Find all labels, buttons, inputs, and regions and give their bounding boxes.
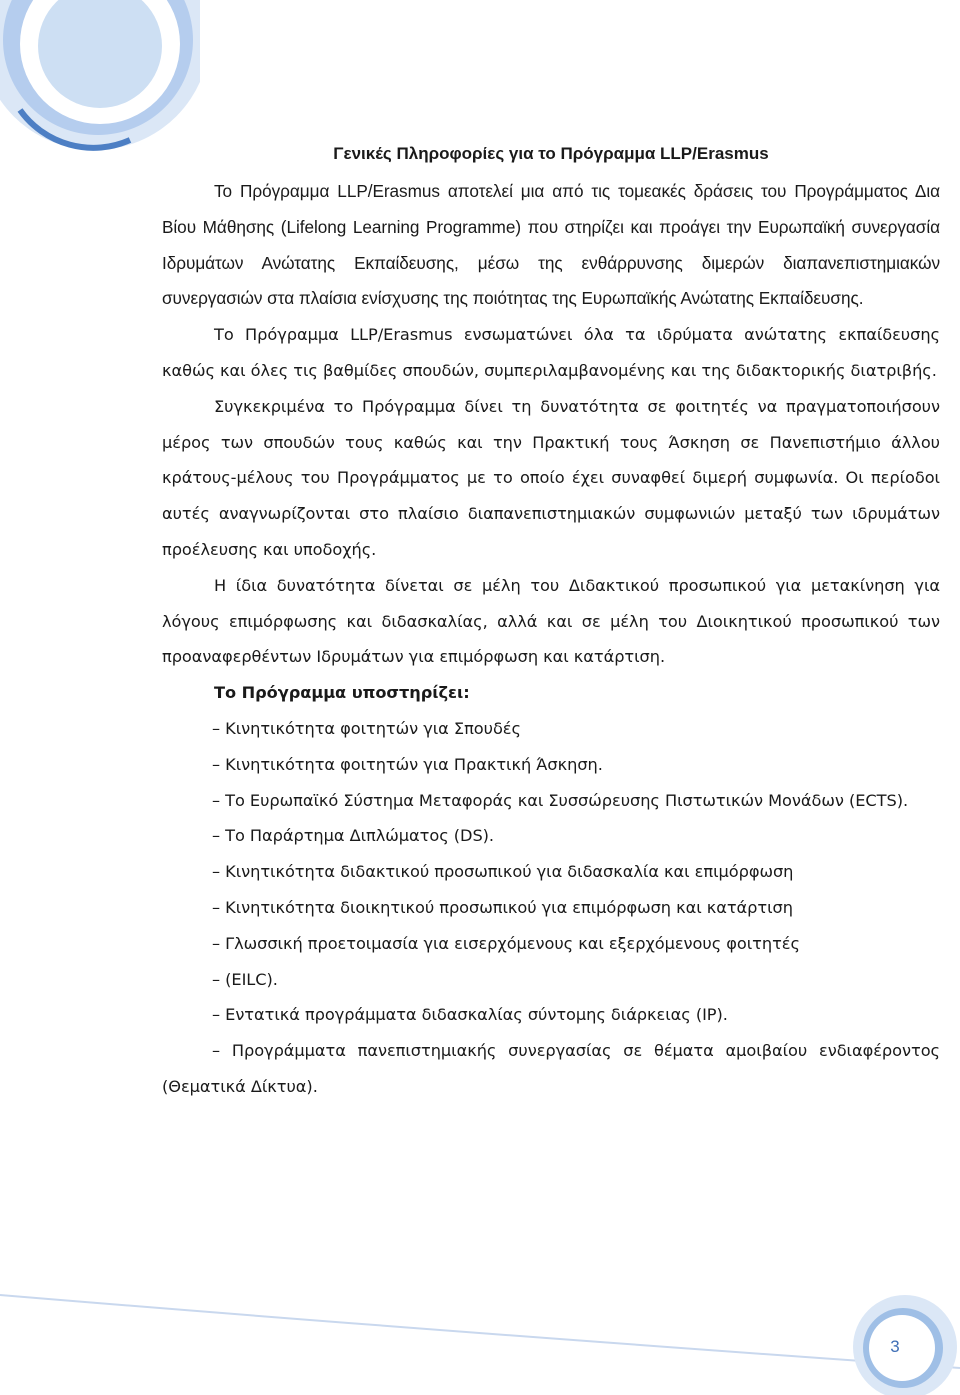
support-item: – Εντατικά προγράμματα διδασκαλίας σύντομης διάρκειας (IP).: [212, 1005, 728, 1025]
paragraph-intro: Το Πρόγραμμα LLP/Erasmus αποτελεί μια από τις τομεακές δράσεις του Προγράμματος Δια Βίου Μάθησης (Lifelong Learning Programme) που στηρίζει και προάγει την Ευρωπαϊκή συνεργασία Ιδρυμάτων Ανώτατης Εκπαίδευσης, μέσω της ενθάρρυνσης διμερών διαπανεπιστημιακών συνεργασιών στα πλαίσια ενίσχυσης της ποιότητας της Ευρωπαϊκής Ανώτατης Εκπαίδευσης.: [162, 181, 940, 309]
footer-decoration: [0, 1290, 960, 1395]
support-item: – Γλωσσική προετοιμασία για εισερχόμενους και εξερχόμενους φοιτητές: [212, 933, 800, 953]
support-item: – Το Παράρτημα Διπλώματος (DS).: [212, 826, 495, 846]
header-decoration: [0, 0, 200, 160]
support-item: – Κινητικότητα φοιτητών για Πρακτική Άσκηση.: [212, 754, 603, 774]
support-heading: Το Πρόγραμμα υποστηρίζει:: [214, 683, 470, 703]
paragraph-students: Συγκεκριμένα το Πρόγραμμα δίνει τη δυνατότητα σε φοιτητές να πραγματοποιήσουν μέρος των σπουδών τους καθώς και την Πρακτική τους Άσκηση σε Πανεπιστήμιο άλλου κράτους-μέλους του Προγράμματος με το οποίο έχει συναφθεί διμερή συμφωνία. Οι περίοδοι αυτές αναγνωρίζονται στο πλαίσιο διαπανεπιστημιακών συμφωνιών μεταξύ των ιδρυμάτων προέλευσης και υποδοχής.: [162, 396, 940, 559]
support-item: – Προγράμματα πανεπιστημιακής συνεργασίας σε θέματα αμοιβαίου ενδιαφέροντος (Θεματικά Δίκτυα).: [162, 1041, 940, 1096]
document-title: Γενικές Πληροφορίες για το Πρόγραμμα LLP/Erasmus: [333, 144, 769, 163]
support-item: – Κινητικότητα διδακτικού προσωπικού για διδασκαλία και επιμόρφωση: [212, 862, 794, 882]
support-item: – Κινητικότητα φοιτητών για Σπουδές: [212, 718, 521, 738]
support-item: – Το Ευρωπαϊκό Σύστημα Μεταφοράς και Συσσώρευσης Πιστωτικών Μονάδων (ECTS).: [212, 790, 909, 810]
paragraph-institutions: Το Πρόγραμμα LLP/Erasmus ενσωματώνει όλα τα ιδρύματα ανώτατης εκπαίδευσης καθώς και όλες τις βαθμίδες σπουδών, συμπεριλαμβανομένης και της διδακτορικής διατριβής.: [162, 325, 940, 380]
page-number: 3: [890, 1337, 900, 1356]
support-item: – (EILC).: [212, 969, 278, 989]
document-body: [162, 139, 940, 1105]
paragraph-staff: Η ίδια δυνατότητα δίνεται σε μέλη του Διδακτικού προσωπικού για μετακίνηση για λόγους επιμόρφωσης και διδασκαλίας, αλλά και σε μέλη του Διοικητικού προσωπικού των προαναφερθέντων Ιδρυμάτων για επιμόρφωση και κατάρτιση.: [162, 575, 940, 667]
support-item: – Κινητικότητα διοικητικού προσωπικού για επιμόρφωση και κατάρτιση: [212, 897, 793, 917]
